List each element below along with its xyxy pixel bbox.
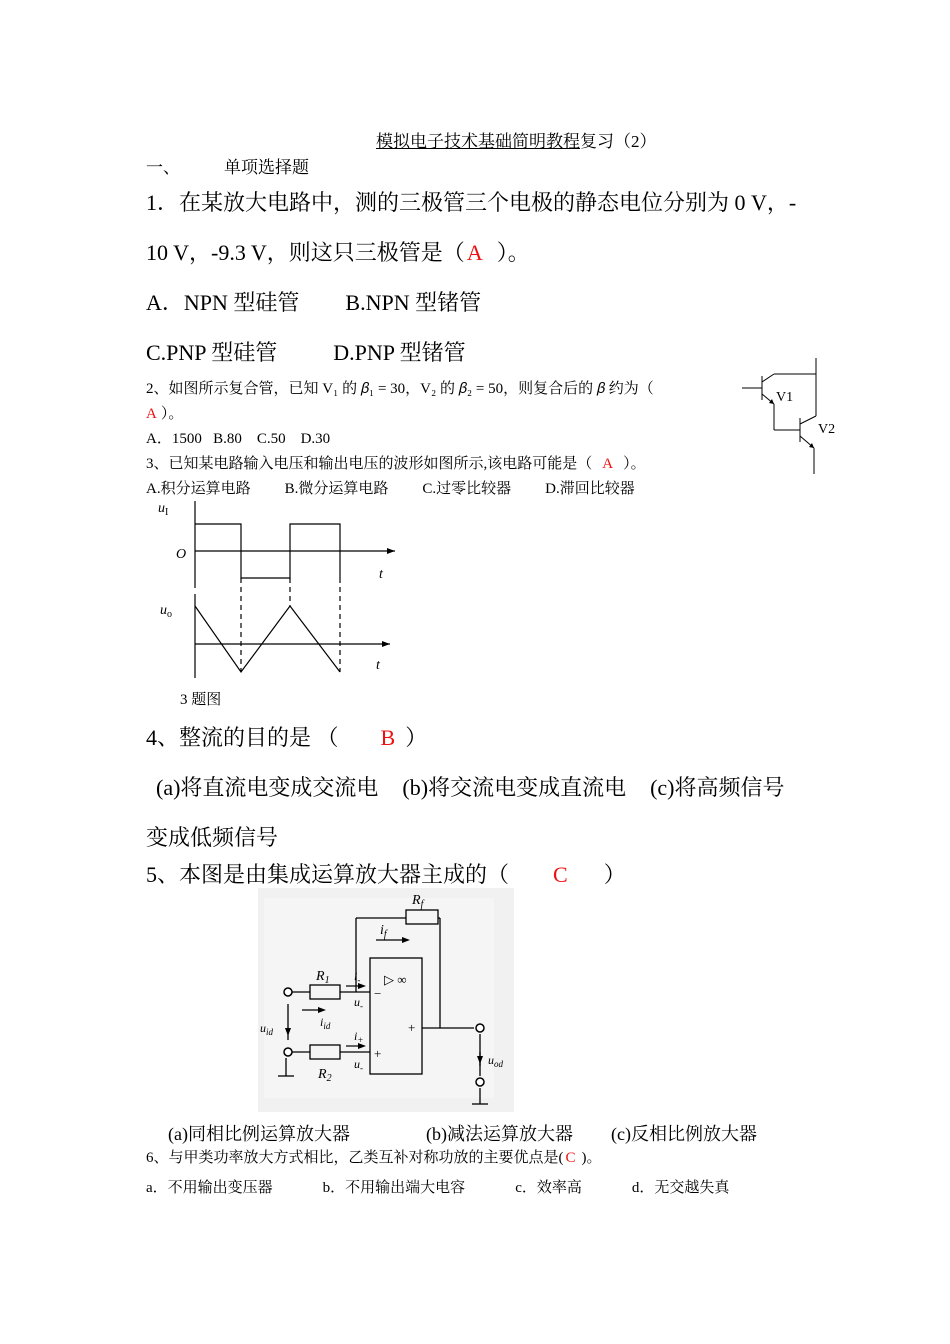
q1-option-d: D.PNP 型锗管: [333, 340, 466, 365]
q2-stem-line1: 2、如图所示复合管，已知 V₁ 的 𝛽₁ = 30，V₂ 的 𝛽₂ = 50，则复合后的 𝛽 约为（: [146, 381, 654, 397]
section-heading: [146, 153, 309, 178]
q5-option-c: (c)反相比例放大器: [610, 1124, 757, 1144]
q1-stem-end: ）。: [496, 240, 530, 265]
q1-stem-line1: 1．在某放大电路中，测的三极管三个电极的静态电位分别为 0 V，-: [146, 190, 797, 215]
q4-stem-text: 4、整流的目的是 （: [146, 725, 339, 750]
q4-option-a: (a)将直流电变成交流电: [156, 775, 379, 800]
opamp-minus: −: [374, 986, 382, 1001]
q4-answer: B: [380, 725, 396, 750]
q5-options: [168, 1120, 757, 1146]
r1-label: $R_1$: [316, 969, 330, 986]
q5-option-b: (b)减法运算放大器: [425, 1124, 573, 1144]
q1-stem-text: 10 V，-9.3 V，则这只三极管是（: [146, 240, 465, 265]
q1-stem-line2: [146, 236, 530, 267]
title-main: 模拟电子技术基础简明教程: [376, 132, 580, 151]
q3-stem-end: ）。: [623, 456, 646, 472]
i-minus-label: $i_-$: [354, 969, 361, 985]
q1-options-row1: [146, 286, 481, 317]
q2-stem-end: ）。: [160, 406, 184, 422]
q3-options: [146, 477, 635, 498]
q4-stem: [146, 721, 427, 752]
q3-figure-caption: 3 题图: [180, 692, 222, 708]
q5-stem-text: 5、本图是由集成运算放大器主成的（: [146, 862, 510, 887]
q4-stem-end: ）: [405, 725, 428, 750]
ui-label: $u_I$: [158, 501, 169, 518]
iid-label: $i_{id}$: [320, 1015, 331, 1031]
v1-emitter-arrow: [769, 399, 774, 404]
q3-stem-text: 3、已知某电路输入电压和输出电压的波形如图所示,该电路可能是（: [146, 456, 593, 472]
q3-option-a: A.积分运算电路: [146, 481, 251, 497]
q4-option-c: (c)将高频信号: [650, 775, 785, 800]
uo-triangle-wave: [195, 606, 340, 672]
opamp-plus-output: +: [408, 1020, 416, 1035]
section-number: 一、: [146, 158, 180, 177]
r2-label: $R_2$: [318, 1067, 332, 1084]
darlington-pair-diagram: [738, 358, 836, 474]
q3-answer: A: [602, 456, 614, 472]
q3-stem: [146, 452, 646, 473]
q5-stem: [146, 858, 626, 889]
origin-label: O: [176, 547, 187, 562]
q2-answer: A: [146, 406, 157, 422]
q3-option-d: D.滞回比较器: [545, 481, 635, 497]
q3-waveform-figure: [150, 496, 410, 686]
q6-options: [146, 1176, 729, 1197]
q6-stem: [146, 1146, 602, 1167]
q1-option-b: B.NPN 型锗管: [345, 290, 482, 315]
q6-option-c: c．效率高: [515, 1180, 582, 1196]
q3-option-b: B.微分运算电路: [284, 481, 389, 497]
uod-label: $u_{od}$: [488, 1053, 503, 1069]
t-label-1: t: [379, 567, 383, 582]
q4-options: [156, 771, 785, 802]
q1-option-a: A．NPN 型硅管: [146, 290, 300, 315]
v1-collector: [762, 374, 774, 382]
title-suffix: 复习（2）: [580, 132, 657, 151]
q6-option-d: d．无交越失真: [631, 1180, 730, 1196]
q5-stem-end: ）: [603, 862, 626, 887]
section-label: 单项选择题: [224, 158, 309, 177]
q4-option-b: (b)将交流电变成直流电: [402, 775, 627, 800]
uo-arrow: [382, 641, 390, 647]
rf-label: $R_f$: [412, 893, 424, 910]
q1-option-c: C.PNP 型硅管: [146, 340, 278, 365]
output-ground-terminal: [476, 1078, 484, 1086]
q2-stem-line2: [146, 402, 183, 423]
opamp-plus-input: +: [374, 1046, 382, 1061]
t-label-2: t: [376, 658, 380, 673]
i-plus-label: $i_+$: [354, 1029, 364, 1045]
q1-options-row2: [146, 336, 466, 367]
output-terminal: [476, 1024, 484, 1032]
input-terminal-1: [284, 988, 292, 996]
q1-answer: A: [466, 240, 483, 265]
opamp-symbol: ▷ ∞: [384, 972, 407, 987]
page-title: [376, 127, 657, 152]
q4-option-c-continued: 变成低频信号: [146, 825, 279, 850]
q6-option-b: b．不用输出端大电容: [322, 1180, 466, 1196]
uid-label: $u_{id}$: [260, 1021, 274, 1037]
q5-opamp-circuit: [258, 888, 514, 1112]
v2-collector: [800, 416, 816, 424]
if-label: $i_f$: [380, 923, 387, 940]
q6-option-a: a．不用输出变压器: [146, 1180, 273, 1196]
uo-label: $u_o$: [160, 603, 172, 620]
q5-option-a: (a)同相比例运算放大器: [168, 1124, 350, 1144]
label-v1: V1: [776, 390, 794, 405]
input-terminal-2: [284, 1048, 292, 1056]
q2-options: A．1500 B.80 C.50 D.30: [146, 431, 331, 447]
u-plus-label: $u_-$: [354, 1057, 363, 1073]
u-minus-label: $u_-$: [354, 995, 363, 1011]
q6-answer: C: [565, 1150, 576, 1166]
label-v2: V2: [818, 422, 836, 437]
q3-option-c: C.过零比较器: [422, 481, 512, 497]
q6-stem-text: 6、与甲类功率放大方式相比，乙类互补对称功放的主要优点是(: [146, 1150, 564, 1166]
q6-stem-end: )。: [581, 1150, 602, 1166]
ui-arrow: [387, 548, 395, 554]
q5-answer: C: [553, 862, 568, 887]
